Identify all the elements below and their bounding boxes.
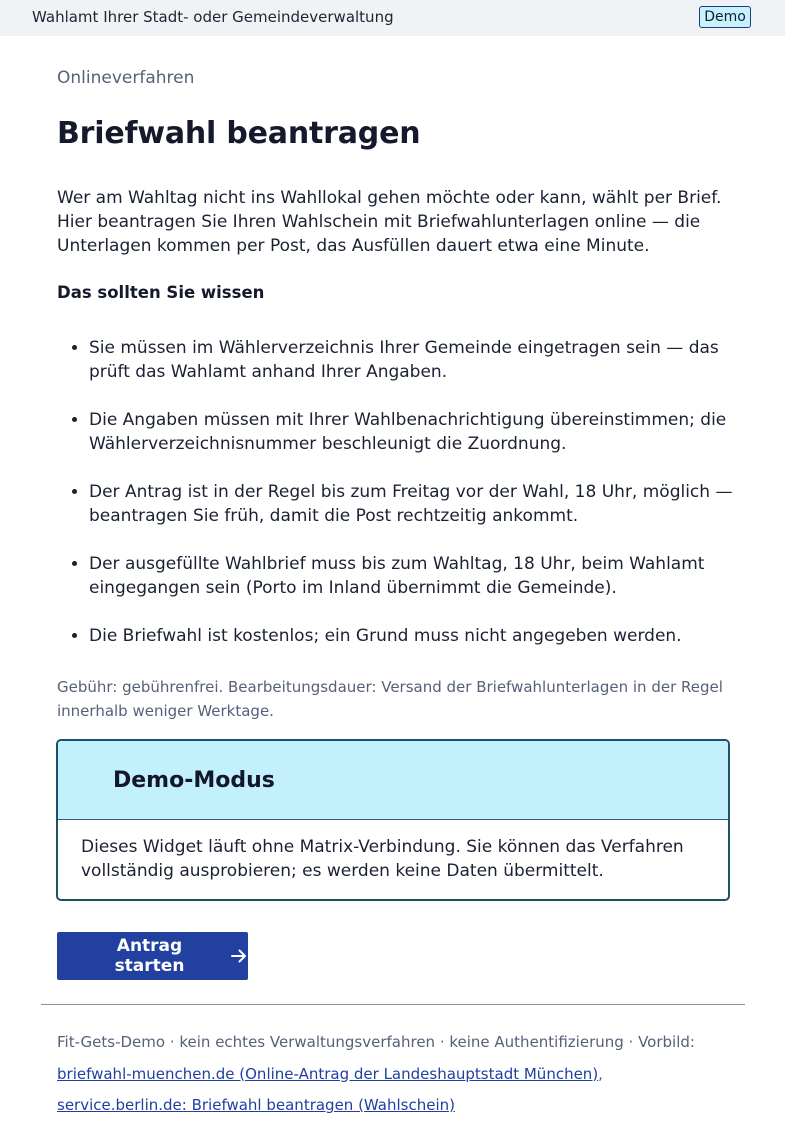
demo-panel-header bbox=[58, 741, 728, 820]
page-title: Briefwahl beantragen bbox=[57, 116, 421, 151]
list-item: • Der ausgefüllte Wahlbrief muss bis zum Wahltag, 18 Uhr, beim Wahlamt eingegangen sein (Porto im Inland übernimmt die Gemeinde). bbox=[89, 552, 759, 600]
list-item: • Sie müssen im Wählerverzeichnis Ihrer Gemeinde eingetragen sein — das prüft das Wahlamt anhand Ihrer Angaben. bbox=[89, 336, 759, 384]
list-item: • Die Briefwahl ist kostenlos; ein Grund muss nicht angegeben werden. bbox=[89, 624, 759, 648]
footer bbox=[57, 1027, 757, 1122]
list-item: • Der Antrag ist in der Regel bis zum Freitag vor der Wahl, 18 Uhr, möglich — beantragen Sie früh, damit die Post rechtzeitig ankommt. bbox=[89, 480, 759, 528]
arrow-right-icon bbox=[230, 947, 248, 965]
footer-note: Fit-Gets-Demo · kein echtes Verwaltungsverfahren · keine Authentifizierung · Vorbild: bbox=[57, 1033, 695, 1051]
start-button-label: Antrag starten bbox=[114, 936, 185, 976]
info-list bbox=[57, 336, 759, 672]
info-heading: Das sollten Sie wissen bbox=[57, 283, 265, 302]
berlin-reference-link[interactable]: service.berlin.de: Briefwahl beantragen (Wahlschein) bbox=[57, 1096, 455, 1114]
footer-divider bbox=[41, 1004, 745, 1005]
fee-note: Gebühr: gebührenfrei. Bearbeitungsdauer: Versand der Briefwahlunterlagen in der Regel innerhalb weniger Werktage. bbox=[57, 678, 723, 720]
demo-mode-panel bbox=[56, 739, 730, 901]
footer-links-line-2 bbox=[57, 1090, 757, 1122]
procedure-type-label: Onlineverfahren bbox=[57, 68, 195, 88]
demo-panel-title: Demo-Modus bbox=[113, 768, 275, 793]
list-item: • Die Angaben müssen mit Ihrer Wahlbenachrichtigung übereinstimmen; die Wählerverzeichnisnummer beschleunigt die Zuordnung. bbox=[89, 408, 759, 456]
demo-panel-text: Dieses Widget läuft ohne Matrix-Verbindung. Sie können das Verfahren vollständig ausprobieren; es werden keine Daten übermittelt. bbox=[81, 837, 684, 881]
authority-name: Wahlamt Ihrer Stadt- oder Gemeindeverwaltung bbox=[32, 8, 394, 26]
top-bar bbox=[0, 0, 785, 36]
demo-badge: Demo bbox=[699, 6, 751, 28]
munich-reference-link[interactable]: briefwahl-muenchen.de (Online-Antrag der Landeshauptstadt München) bbox=[57, 1064, 599, 1083]
link-separator: , bbox=[598, 1064, 603, 1083]
intro-text: Wer am Wahltag nicht ins Wahllokal gehen möchte oder kann, wählt per Brief. Hier beantragen Sie Ihren Wahlschein mit Briefwahlunterlagen online — die Unterlagen kommen per Post, das Ausfüllen dauert etwa eine Minute. bbox=[57, 188, 722, 256]
footer-links-line-1 bbox=[57, 1059, 757, 1091]
start-application-button[interactable] bbox=[57, 932, 248, 980]
